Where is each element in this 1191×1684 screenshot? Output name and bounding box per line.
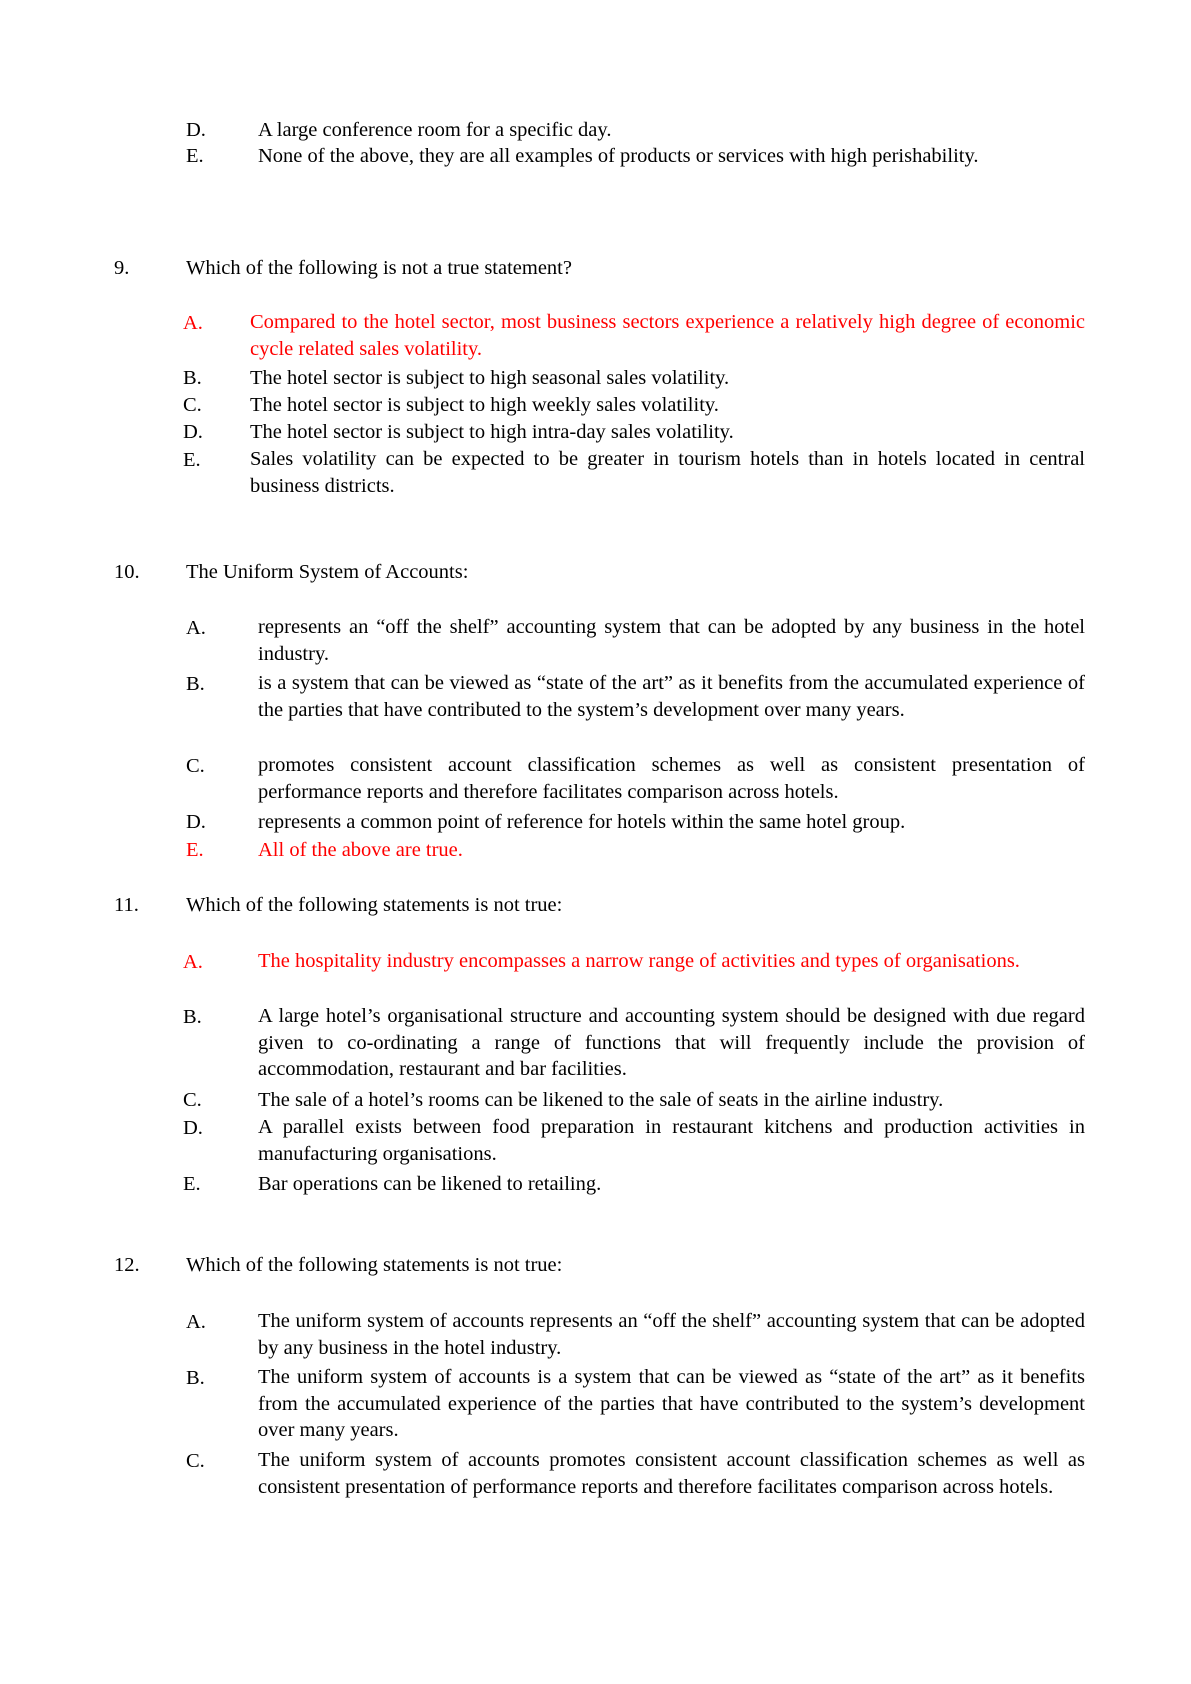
option-text: The hotel sector is subject to high seasonal sales volatility. <box>250 367 730 389</box>
option-letter: E. <box>186 839 204 861</box>
option-text: The uniform system of accounts represents an “off the shelf” accounting system that can be adopted by any business in the hotel industry. <box>258 1310 1085 1359</box>
option-letter: A. <box>183 312 203 334</box>
option-text: The sale of a hotel’s rooms can be likened to the sale of seats in the airline industry. <box>258 1089 944 1111</box>
option-letter: E. <box>183 1173 201 1195</box>
option-text: promotes consistent account classification schemes as well as consistent presentation of performance reports and therefore facilitates comparison across hotels. <box>258 754 1085 803</box>
option-letter: C. <box>183 394 202 416</box>
option-text: Sales volatility can be expected to be greater in tourism hotels than in hotels located in central business districts. <box>250 448 1085 497</box>
option-letter: E. <box>186 145 204 167</box>
option-letter: A. <box>186 617 206 639</box>
option-letter: C. <box>183 1089 202 1111</box>
option-letter: A. <box>183 951 203 973</box>
option-letter: E. <box>183 449 201 471</box>
option-letter: D. <box>186 811 206 833</box>
question-number: 12. <box>114 1254 140 1276</box>
option-letter: D. <box>183 421 203 443</box>
option-text: is a system that can be viewed as “state of the art” as it benefits from the accumulated experience of the parties that have contributed to the system’s development over many years. <box>258 672 1085 721</box>
option-text: A large hotel’s organisational structure and accounting system should be designed with due regard given to co-ordinating a range of functions that will frequently include the provision of accommodation, restaurant and bar facilities. <box>258 1005 1085 1080</box>
option-text: The uniform system of accounts promotes consistent account classification schemes as well as consistent presentation of performance reports and therefore facilitates comparison across hotels. <box>258 1449 1085 1498</box>
question-number: 11. <box>114 894 139 916</box>
option-letter: D. <box>186 119 206 141</box>
option-letter: B. <box>186 1367 205 1389</box>
option-letter: C. <box>186 1450 205 1472</box>
option-letter: B. <box>183 1006 202 1028</box>
option-text: represents an “off the shelf” accounting system that can be adopted by any business in the hotel industry. <box>258 616 1085 665</box>
option-text: A parallel exists between food preparation in restaurant kitchens and production activities in manufacturing organisations. <box>258 1116 1085 1165</box>
option-text: The hotel sector is subject to high intra-day sales volatility. <box>250 421 734 443</box>
option-letter: D. <box>183 1117 203 1139</box>
option-letter: A. <box>186 1311 206 1333</box>
option-letter: B. <box>183 367 202 389</box>
question-stem: The Uniform System of Accounts: <box>186 561 469 583</box>
option-text-correct: The hospitality industry encompasses a narrow range of activities and types of organisations. <box>258 950 1020 972</box>
option-text-correct: Compared to the hotel sector, most business sectors experience a relatively high degree of economic cycle related sales volatility. <box>250 311 1085 360</box>
option-text: Bar operations can be likened to retailing. <box>258 1173 602 1195</box>
question-stem: Which of the following is not a true statement? <box>186 257 572 279</box>
option-letter: C. <box>186 755 205 777</box>
option-text: represents a common point of reference for hotels within the same hotel group. <box>258 811 906 833</box>
option-letter: B. <box>186 673 205 695</box>
question-stem: Which of the following statements is not true: <box>186 1254 563 1276</box>
option-text-correct: All of the above are true. <box>258 839 463 861</box>
option-text: A large conference room for a specific day. <box>258 119 612 141</box>
question-number: 10. <box>114 561 140 583</box>
question-stem: Which of the following statements is not true: <box>186 894 563 916</box>
question-number: 9. <box>114 257 130 279</box>
option-text: The uniform system of accounts is a system that can be viewed as “state of the art” as it benefits from the accumulated experience of the parties that have contributed to the system’s development over many years. <box>258 1366 1085 1441</box>
option-text: The hotel sector is subject to high weekly sales volatility. <box>250 394 719 416</box>
option-text: None of the above, they are all examples of products or services with high perishability. <box>258 145 979 167</box>
